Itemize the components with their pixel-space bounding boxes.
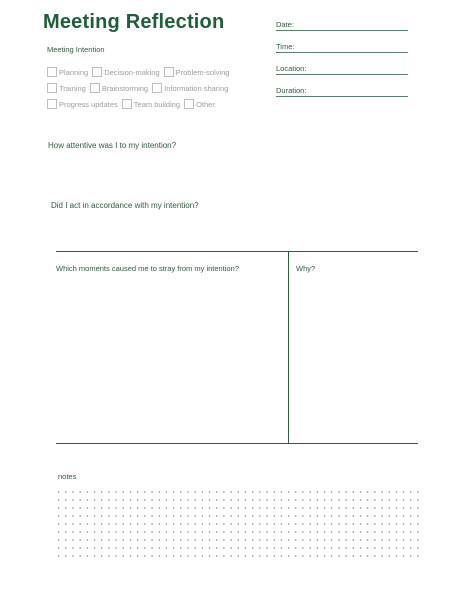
checkbox-other[interactable] xyxy=(184,99,215,109)
date-underline xyxy=(276,30,408,31)
checkbox-label: Training xyxy=(59,83,86,93)
checkbox-label: Team building xyxy=(133,99,181,109)
checkbox-icon[interactable] xyxy=(122,99,132,109)
time-field[interactable] xyxy=(276,42,408,51)
location-field[interactable] xyxy=(276,64,408,73)
table-top-border xyxy=(56,251,418,252)
checkbox-label: Decision-making xyxy=(104,67,160,77)
question-attentive: How attentive was I to my intention? xyxy=(48,141,177,150)
time-label: Time: xyxy=(276,42,295,51)
checklist-row xyxy=(47,96,277,112)
table-bottom-border xyxy=(56,443,418,444)
meeting-intention-label: Meeting Intention xyxy=(47,45,105,54)
checkbox-brainstorming[interactable] xyxy=(90,83,148,93)
duration-field[interactable] xyxy=(276,86,408,95)
checkbox-training[interactable] xyxy=(47,83,86,93)
checkbox-label: Information sharing xyxy=(164,83,229,93)
date-label: Date: xyxy=(276,20,294,29)
duration-label: Duration: xyxy=(276,86,307,95)
checkbox-information-sharing[interactable] xyxy=(152,83,228,93)
checkbox-problem-solving[interactable] xyxy=(164,67,230,77)
intention-checklist xyxy=(47,64,277,112)
checkbox-icon[interactable] xyxy=(92,67,102,77)
checkbox-label: Brainstorming xyxy=(101,83,149,93)
checkbox-icon[interactable] xyxy=(47,99,57,109)
checkbox-team-building[interactable] xyxy=(122,99,180,109)
checkbox-icon[interactable] xyxy=(164,67,174,77)
table-right-header: Why? xyxy=(296,264,316,273)
checkbox-icon[interactable] xyxy=(47,83,57,93)
checkbox-label: Problem-solving xyxy=(175,67,230,77)
checklist-row xyxy=(47,64,277,80)
checkbox-icon[interactable] xyxy=(90,83,100,93)
checkbox-icon[interactable] xyxy=(47,67,57,77)
question-accordance: Did I act in accordance with my intention? xyxy=(51,201,199,210)
location-underline xyxy=(276,74,408,75)
checkbox-planning[interactable] xyxy=(47,67,88,77)
location-label: Location: xyxy=(276,64,307,73)
checkbox-label: Planning xyxy=(59,67,89,77)
date-field[interactable] xyxy=(276,20,408,29)
time-underline xyxy=(276,52,408,53)
notes-dot-grid[interactable] xyxy=(55,488,421,560)
page-title: Meeting Reflection xyxy=(43,11,225,33)
notes-label: notes xyxy=(58,472,77,481)
duration-underline xyxy=(276,96,408,97)
checkbox-icon[interactable] xyxy=(184,99,194,109)
checkbox-label: Other xyxy=(196,99,215,109)
checkbox-label: Progress updates xyxy=(59,99,118,109)
table-column-divider xyxy=(288,251,289,443)
checkbox-progress-updates[interactable] xyxy=(47,99,118,109)
table-left-header: Which moments caused me to stray from my intention? xyxy=(56,264,239,273)
checkbox-icon[interactable] xyxy=(152,83,162,93)
checkbox-decision-making[interactable] xyxy=(92,67,159,77)
checklist-row xyxy=(47,80,277,96)
